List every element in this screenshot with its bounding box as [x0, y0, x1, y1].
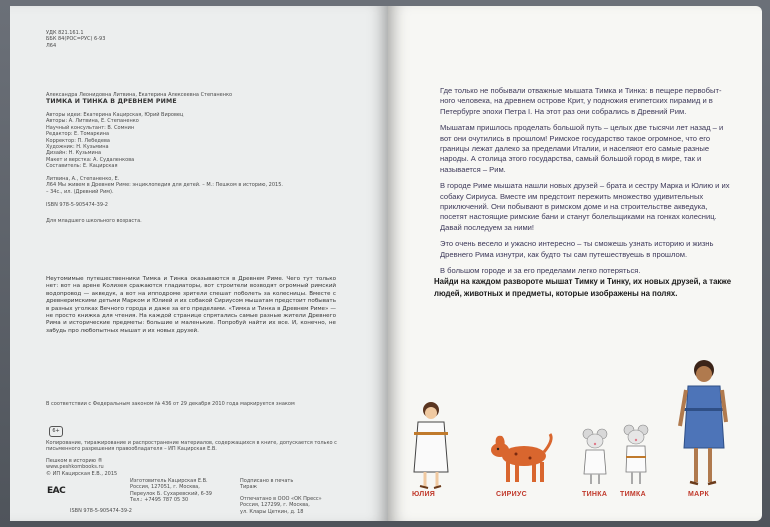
intro-paragraph: Мышатам пришлось проделать большой путь – целых две тысячи лет назад – и вот они очутились в прошлом! Римское государство такое огромное, что его границы лежат далеко за пределами Италии, и населяют его самые разные народы. А столица этого государства, самый большой город в мире, так и называется – Рим.	[440, 123, 724, 174]
tinka-mouse-illustration	[580, 426, 610, 486]
age-rating-badge: 6+	[49, 426, 63, 437]
julia-illustration	[408, 398, 454, 492]
maker-info: Изготовитель Кацирская Е.В. Россия, 127051, г. Москва, Переулок Б. Сухаревский, 6-39 Тел.: +7495 787 05 30	[130, 478, 212, 504]
print-sign: Подписано в печать Тираж	[240, 478, 294, 491]
label-timka: ТИМКА	[620, 491, 646, 498]
intro-paragraph: Это очень весело и ужасно интересно – ты сможешь узнать историю и жизнь Древнего Рима изнутри, как будто ты сам путешествуешь в прошлом.	[440, 239, 714, 259]
label-mark: МАРК	[688, 491, 710, 498]
udk-bbk-codes: УДК 821.161.1 ББК 84(РОС=РУС) 6-93 Л64	[46, 30, 106, 49]
eac-mark: EAC	[47, 486, 66, 496]
intro-text	[440, 86, 730, 283]
audience-note: Для младшего школьного возраста.	[46, 218, 142, 224]
printer-info: Отпечатано в ООО «ОК Пресс» Россия, 127299, г. Москва, ул. Клары Цеткин, д. 18	[240, 496, 322, 515]
isbn-bottom: ISBN 978-5-905474-39-2	[70, 508, 132, 514]
open-book	[10, 6, 762, 521]
intro-paragraph: В городе Риме мышата нашли новых друзей – брата и сестру Марка и Юлию и их собаку Сириуса. Вместе им предстоит пережить множество удивительных приключений. Они побывают в римском доме и на строительстве акведука, посетят настоящие римские бани и станут болельщиками на гонках колесниц. Давай последуем за ними!	[440, 181, 730, 232]
timka-mouse-illustration	[620, 422, 652, 486]
copyright-notice: Копирование, тиражирование и распространение материалов, содержащихся в книге, допускается только с письменного разрешения правообладателя – ИП Кацирская Е.В.	[46, 440, 337, 453]
law-notice: В соответствии с Федеральным законом № 436 от 29 декабря 2010 года маркируется знаком	[46, 401, 295, 407]
isbn-top: ISBN 978-5-905474-39-2	[46, 202, 108, 208]
annotation: Неутомимые путешественники Тимка и Тинка оказываются в Древнем Риме. Чего тут только нет: вот на арене Колизея сражаются гладиаторы, вот строители возводят огромный римский водопровод — акведук, а вот на ипподроме зрители спешат поболеть за колесницы. Вместе с древнеримскими детьми Марком и Юлией и их собакой Сириусом мышатам предстоит побывать в разных уголках Вечного города и даже за его пределами. «Тимка и Тинка в Древнем Риме» — не просто книжка для чтения. На каждой странице спрятались самые разные жители Древнего Рима и исторические предметы: большие и маленькие. Попробуй найти их все. И, конечно, не забудь про любопытных мышат и их новых друзей.	[46, 276, 336, 334]
intro-paragraph: В большом городе и за его пределами легко потеряться.	[440, 266, 641, 276]
intro-paragraph: Где только не побывали отважные мышата Тимка и Тинка: в пещере первобытного человека, на древнем острове Крит, у подножия египетских пирамид и в Петербурге эпохи Петра I. На этот раз они собрались в Древний Рим.	[440, 86, 722, 116]
book-title: ТИМКА И ТИНКА В ДРЕВНЕМ РИМЕ	[46, 98, 177, 105]
label-tinka: ТИНКА	[582, 491, 608, 498]
label-julia: ЮЛИЯ	[412, 491, 436, 498]
mark-illustration	[678, 356, 728, 488]
credits: Авторы идеи: Екатерина Кацирская, Юрий Вировец Авторы: А. Литвина, Е. Степаненко Научный консультант: В. Сомнин Редактор: Е. Томаркина Корректор: П. Лебедева Художник: Н. Кузьмина Дизайн: Н. Кузьмина Макет и верстка: А. Судаленкова Составитель: Е. Кацирская	[46, 112, 184, 170]
label-sirius: СИРИУС	[496, 491, 527, 498]
authors-line: Александра Леонидовна Литвина, Екатерина Алексеевна Степаненко	[46, 92, 233, 98]
sirius-dog-illustration	[486, 426, 556, 484]
find-instruction: Найди на каждом развороте мышат Тимку и Тинку, их новых друзей, а также людей, животных и предметы, которые изображены на полях.	[434, 277, 732, 298]
cataloging-record: Литвина, А., Степаненко, Е. Л64 Мы живем в Древнем Риме: энциклопедия для детей. – М.: Пешком в историю, 2015. – 34с., ил. (Древний Рим).	[46, 176, 283, 195]
publisher-info: Пешком в историю ® www.peshkombooks.ru © ИП Кацирская Е.В., 2015	[46, 458, 118, 477]
